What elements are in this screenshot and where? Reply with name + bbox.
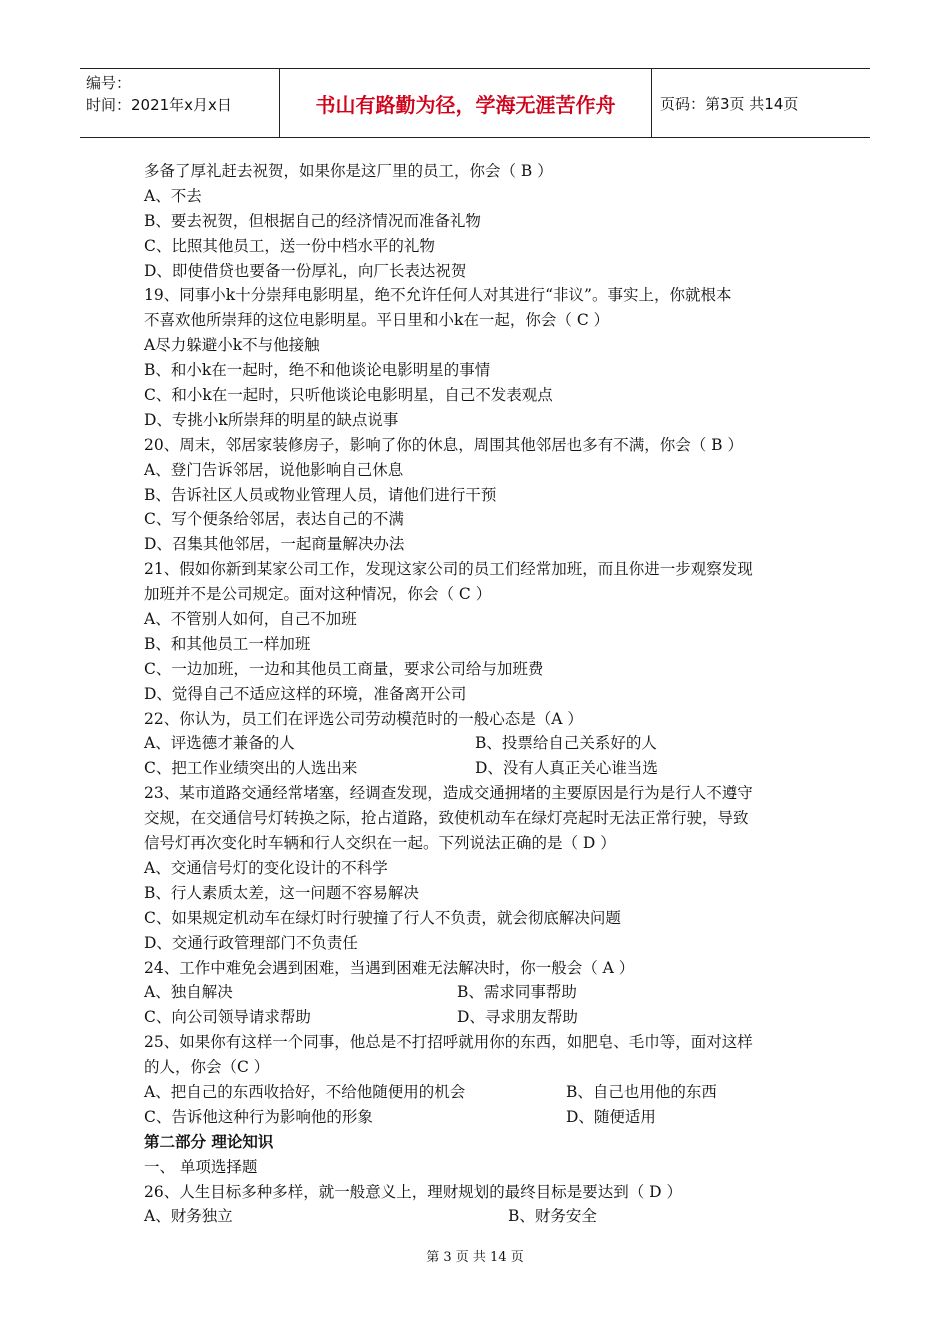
- text-line: 的人，你会（C ）: [144, 1058, 270, 1077]
- text-line: D、即使借贷也要备一份厚礼，向厂长表达祝贺: [144, 261, 467, 280]
- option-b: B、自己也用他的东西: [566, 1082, 717, 1101]
- text-line: C、写个便条给邻居，表达自己的不满: [144, 510, 404, 529]
- text-line: 19、同事小k十分崇拜电影明星，绝不允许任何人对其进行“非议”。事实上，你就根本: [144, 286, 732, 305]
- option-a: C、告诉他这种行为影响他的形象: [144, 1107, 373, 1126]
- option-a: A、财务独立: [144, 1207, 233, 1226]
- text-line: B、行人素质太差，这一问题不容易解决: [144, 883, 419, 902]
- text-line: 21、假如你新到某家公司工作，发现这家公司的员工们经常加班，而且你进一步观察发现: [144, 560, 753, 579]
- text-line: A尽力躲避小k不与他接触: [144, 336, 320, 355]
- text-line: 20、周末，邻居家装修房子，影响了你的休息，周围其他邻居也多有不满，你会（ B ）: [144, 435, 743, 454]
- text-line: 24、工作中难免会遇到困难，当遇到困难无法解决时，你一般会（ A ）: [144, 958, 635, 977]
- text-line: C、比照其他员工，送一份中档水平的礼物: [144, 236, 435, 255]
- option-b: D、寻求朋友帮助: [457, 1008, 578, 1027]
- option-pair: [144, 1105, 824, 1130]
- header-meta: [80, 69, 280, 137]
- option-a: C、把工作业绩突出的人选出来: [144, 759, 358, 778]
- text-line: 信号灯再次变化时车辆和行人交织在一起。下列说法正确的是（ D ）: [144, 834, 616, 853]
- option-a: A、把自己的东西收拾好，不给他随便用的机会: [144, 1082, 466, 1101]
- option-pair: [144, 1005, 824, 1030]
- option-b: B、财务安全: [508, 1207, 597, 1226]
- text-line: D、交通行政管理部门不负责任: [144, 933, 358, 952]
- option-b: D、随便适用: [566, 1107, 656, 1126]
- option-a: A、评选德才兼备的人: [144, 734, 295, 753]
- header-page-label: 页码：第3页 共14页: [660, 94, 799, 113]
- text-line: B、和小k在一起时，绝不和他谈论电影明星的事情: [144, 361, 491, 380]
- text-line: B、要去祝贺，但根据自己的经济情况而准备礼物: [144, 211, 481, 230]
- option-pair: [144, 1204, 824, 1229]
- option-pair: [144, 756, 824, 781]
- text-line: C、一边加班，一边和其他员工商量，要求公司给与加班费: [144, 659, 544, 678]
- option-a: A、独自解决: [144, 983, 233, 1002]
- text-line: D、专挑小k所崇拜的明星的缺点说事: [144, 410, 399, 429]
- text-line: 不喜欢他所崇拜的这位电影明星。平日里和小k在一起，你会（ C ）: [144, 311, 610, 330]
- text-line: D、召集其他邻居，一起商量解决办法: [144, 535, 405, 554]
- option-pair: [144, 1080, 824, 1105]
- text-line: 25、如果你有这样一个同事，他总是不打招呼就用你的东西，如肥皂、毛巾等，面对这样: [144, 1033, 753, 1052]
- option-pair: [144, 980, 824, 1005]
- document-body: [144, 159, 824, 1229]
- text-line: 交规，在交通信号灯转换之际，抢占道路，致使机动车在绿灯亮起时无法正常行驶，导致: [144, 809, 749, 828]
- text-line: B、和其他员工一样加班: [144, 634, 311, 653]
- text-line: B、告诉社区人员或物业管理人员，请他们进行干预: [144, 485, 497, 504]
- option-pair: [144, 731, 824, 756]
- text-line: A、登门告诉邻居，说他影响自己休息: [144, 460, 404, 479]
- text-line: 23、某市道路交通经常堵塞，经调查发现，造成交通拥堵的主要原因是行为是行人不遵守: [144, 784, 753, 803]
- option-b: B、需求同事帮助: [457, 983, 577, 1002]
- header-motto: 书山有路勤为径，学海无涯苦作舟: [280, 69, 652, 137]
- text-line: A、不去: [144, 186, 202, 205]
- date-label: 时间：2021年x月x日: [86, 96, 232, 114]
- text-line: 22、你认为，员工们在评选公司劳动模范时的一般心态是（A ）: [144, 709, 583, 728]
- page-header: [80, 68, 870, 138]
- text-line: 加班并不是公司规定。面对这种情况，你会（ C ）: [144, 585, 492, 604]
- subsection-title: 一、 单项选择题: [144, 1157, 258, 1176]
- text-line: C、和小k在一起时，只听他谈论电影明星，自己不发表观点: [144, 386, 553, 405]
- text-line: A、交通信号灯的变化设计的不科学: [144, 858, 388, 877]
- option-b: B、投票给自己关系好的人: [475, 734, 657, 753]
- page-footer: 第 3 页 共 14 页: [426, 1250, 524, 1265]
- section-title: 第二部分 理论知识: [144, 1132, 274, 1151]
- number-label: 编号：: [86, 74, 132, 92]
- option-a: C、向公司领导请求帮助: [144, 1008, 311, 1027]
- text-line: 26、人生目标多种多样，就一般意义上，理财规划的最终目标是要达到（ D ）: [144, 1182, 683, 1201]
- text-line: C、如果规定机动车在绿灯时行驶撞了行人不负责，就会彻底解决问题: [144, 908, 621, 927]
- text-line: A、不管别人如何，自己不加班: [144, 610, 357, 629]
- text-line: D、觉得自己不适应这样的环境，准备离开公司: [144, 684, 467, 703]
- text-line: 多备了厚礼赶去祝贺，如果你是这厂里的员工，你会（ B ）: [144, 162, 553, 180]
- option-b: D、没有人真正关心谁当选: [475, 759, 658, 778]
